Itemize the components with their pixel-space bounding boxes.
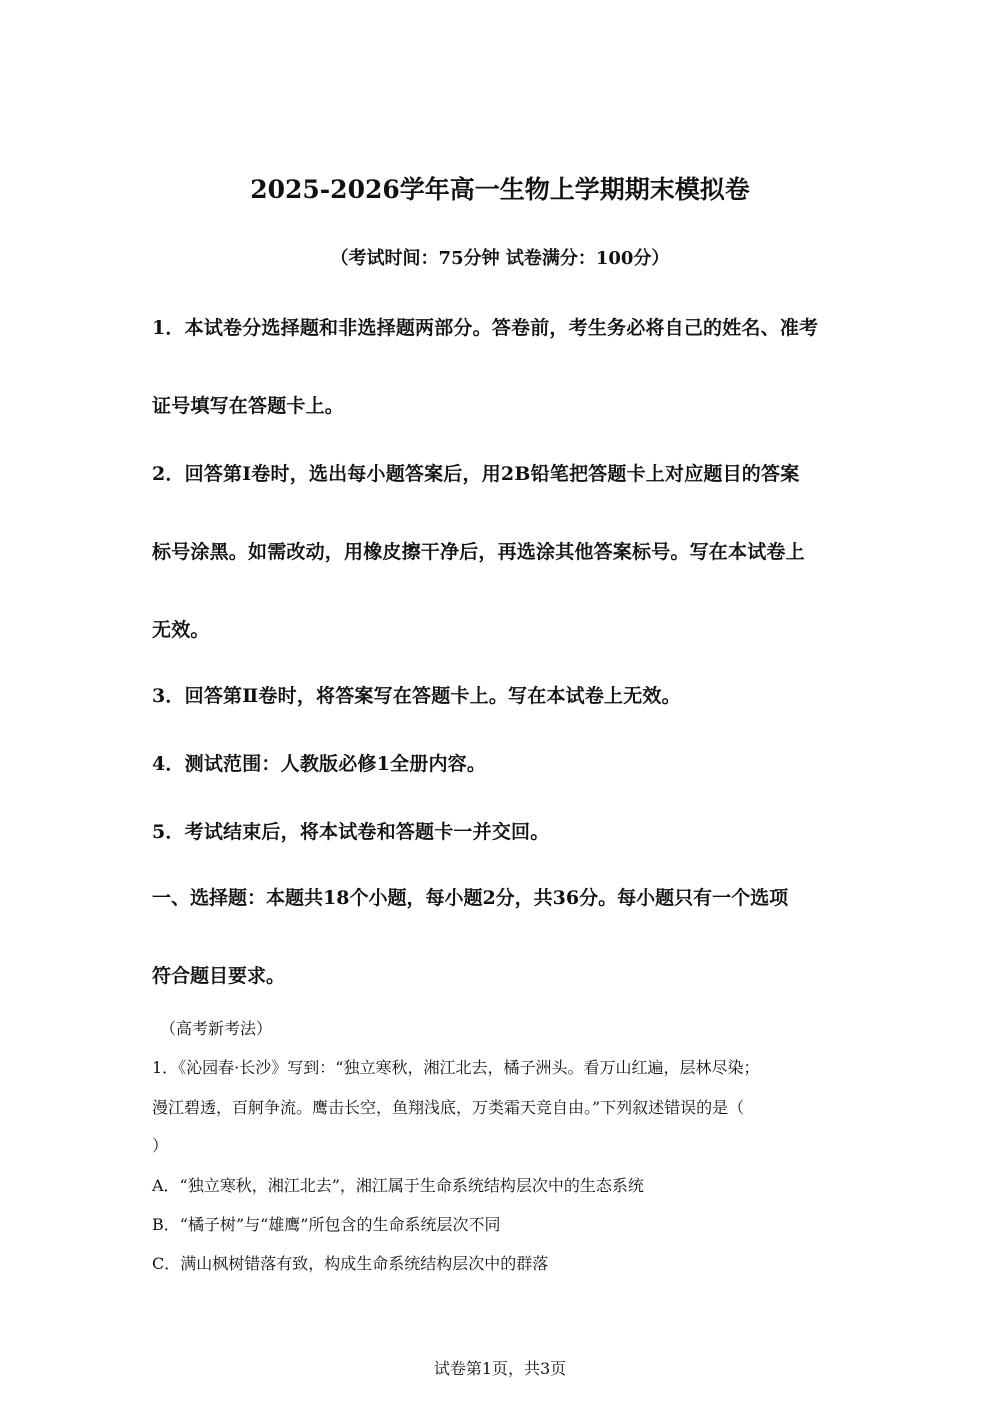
instruction-2-line-1: 2．回答第Ⅰ卷时，选出每小题答案后，用2B铅笔把答题卡上对应题目的答案: [152, 463, 800, 485]
page-footer: 试卷第1页，共3页: [433, 1359, 567, 1378]
option-c: C．满山枫树错落有致，构成生命系统结构层次中的群落: [152, 1254, 549, 1273]
question-1-stem-line-1: 1．《沁园春·长沙》写到：“独立寒秋，湘江北去，橘子洲头。看万山红遍，层林尽染；: [152, 1058, 760, 1077]
instruction-4: 4．测试范围：人教版必修1全册内容。: [152, 753, 487, 775]
instruction-5: 5．考试结束后，将本试卷和答题卡一并交回。: [152, 821, 550, 843]
section-heading-line-2: 符合题目要求。: [152, 965, 286, 987]
instruction-3: 3．回答第Ⅱ卷时，将答案写在答题卡上。写在本试卷上无效。: [152, 685, 681, 707]
instruction-1-line-1: 1．本试卷分选择题和非选择题两部分。答卷前，考生务必将自己的姓名、准考: [152, 317, 819, 339]
option-a: A．“独立寒秋，湘江北去”，湘江属于生命系统结构层次中的生态系统: [152, 1176, 644, 1195]
section-heading-line-1: 一、选择题：本题共18个小题，每小题2分，共36分。每小题只有一个选项: [152, 887, 789, 909]
page-title: 2025-2026学年高一生物上学期期末模拟卷: [250, 175, 750, 204]
exam-subtitle: （考试时间：75分钟 试卷满分：100分）: [330, 248, 670, 269]
question-1-stem-line-2: 漫江碧透，百舸争流。鹰击长空，鱼翔浅底，万类霜天竞自由。”下列叙述错误的是（: [152, 1098, 745, 1117]
instruction-2-line-2: 标号涂黑。如需改动，用橡皮擦干净后，再选涂其他答案标号。写在本试卷上: [152, 541, 805, 563]
question-1-stem-line-3: ）: [152, 1136, 169, 1155]
instruction-1-line-2: 证号填写在答题卡上。: [152, 395, 345, 417]
instruction-2-line-3: 无效。: [152, 619, 210, 641]
option-b: B．“橘子树”与“雄鹰”所包含的生命系统层次不同: [152, 1215, 501, 1234]
question-tag: （高考新考法）: [160, 1019, 273, 1038]
